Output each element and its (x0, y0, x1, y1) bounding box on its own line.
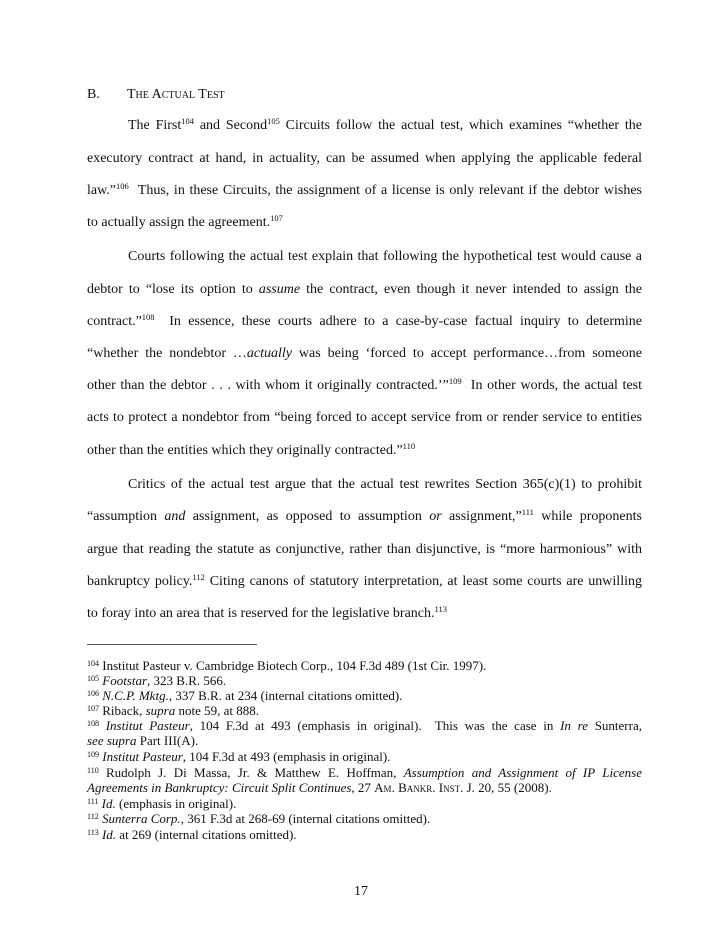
footnote-ref: 104 (181, 116, 195, 126)
section-letter: B. (87, 87, 100, 102)
para3-line-2: “assumption and assignment, as opposed to assumption or assignment,”$^{111}$ while proponents (87, 507, 642, 524)
footnote-110: $^{110}$ Rudolph J. Di Massa, Jr. & Matthew E. Hoffman, Assumption and Assignment of IP License (87, 765, 642, 780)
footnote-ref: 111 (521, 507, 534, 517)
footnote-111: $^{111}$ Id. (emphasis in original). (87, 796, 237, 811)
para2-line-6: acts to protect a nondebtor from “being forced to accept service from or render service to entities (87, 410, 642, 425)
para2-line-2: debtor to “lose its option to assume the contract, even though it never intended to assign the (87, 282, 642, 297)
footnote-ref: 106 (116, 181, 129, 191)
para2-line-7: other than the entities which they originally contracted.”$^{110}$ (87, 441, 416, 458)
footnote-104: $^{104}$ Institut Pasteur v. Cambridge Biotech Corp., 104 F.3d 489 (1st Cir. 1997). (87, 658, 487, 673)
footnote-106: $^{106}$ N.C.P. Mktg., 337 B.R. at 234 (internal citations omitted). (87, 688, 403, 703)
para2-line-4: “whether the nondebtor …actually was being ‘forced to accept performance…from someone (87, 346, 642, 361)
para2-line-5: other than the debtor . . . with whom it originally contracted.’”$^{109}$ In other words, the actual test (87, 376, 642, 393)
footnote-ref: 110 (402, 441, 416, 451)
para1-line-1: The First$^{104}$ and Second$^{105}$ Circuits follow the actual test, which examines “whether the (128, 116, 642, 133)
section-title: The Actual Test (127, 87, 225, 102)
footnote-113: $^{113}$ Id. at 269 (internal citations omitted). (87, 827, 297, 842)
para2-line-1: Courts following the actual test explain that following the hypothetical test would cause a (128, 249, 642, 264)
para3-line-3: argue that reading the statute as conjunctive, rather than disjunctive, is “more harmonious” with (87, 542, 642, 557)
page-number: 17 (354, 884, 368, 899)
footnote-108: $^{108}$ Institut Pasteur, 104 F.3d at 493 (emphasis in original). This was the case in In re Sunterra, (87, 718, 642, 733)
footnote-110-cont: Agreements in Bankruptcy: Circuit Split Continues, 27 Am. Bankr. Inst. J. 20, 55 (2008). (87, 780, 552, 795)
para1-line-2: executory contract at hand, in actuality, can be assumed when applying the applicable federal (87, 151, 642, 166)
footnote-ref: 108 (141, 312, 155, 322)
footnote-ref: 113 (434, 604, 447, 614)
footnote-112: $^{112}$ Sunterra Corp., 361 F.3d at 268-69 (internal citations omitted). (87, 811, 431, 826)
para3-line-1: Critics of the actual test argue that the actual test rewrites Section 365(c)(1) to prohibit (128, 477, 642, 492)
footnote-107: $^{107}$ Riback, supra note 59, at 888. (87, 703, 259, 718)
para2-line-3: contract.”$^{108}$ In essence, these courts adhere to a case-by-case factual inquiry to determine (87, 312, 642, 329)
para1-line-3: law.”$^{106}$ Thus, in these Circuits, the assignment of a license is only relevant if the debtor wishes (87, 181, 642, 198)
para3-line-5: to foray into an area that is reserved for the legislative branch.$^{113}$ (87, 604, 447, 621)
footnote-ref: 112 (192, 572, 205, 582)
footnote-105: $^{105}$ Footstar, 323 B.R. 566. (87, 673, 227, 688)
footnote-ref: 107 (270, 213, 283, 223)
footnote-separator (87, 644, 257, 645)
para1-line-4: to actually assign the agreement.$^{107}$ (87, 213, 283, 230)
footnote-ref: 109 (448, 376, 462, 386)
footnote-ref: 105 (267, 116, 280, 126)
section-heading (87, 86, 225, 104)
footnote-109: $^{109}$ Institut Pasteur, 104 F.3d at 493 (emphasis in original). (87, 749, 391, 764)
footnote-108-cont: see supra Part III(A). (87, 733, 199, 748)
para3-line-4: bankruptcy policy.$^{112}$ Citing canons of statutory interpretation, at least some courts are unwilling (87, 572, 642, 589)
